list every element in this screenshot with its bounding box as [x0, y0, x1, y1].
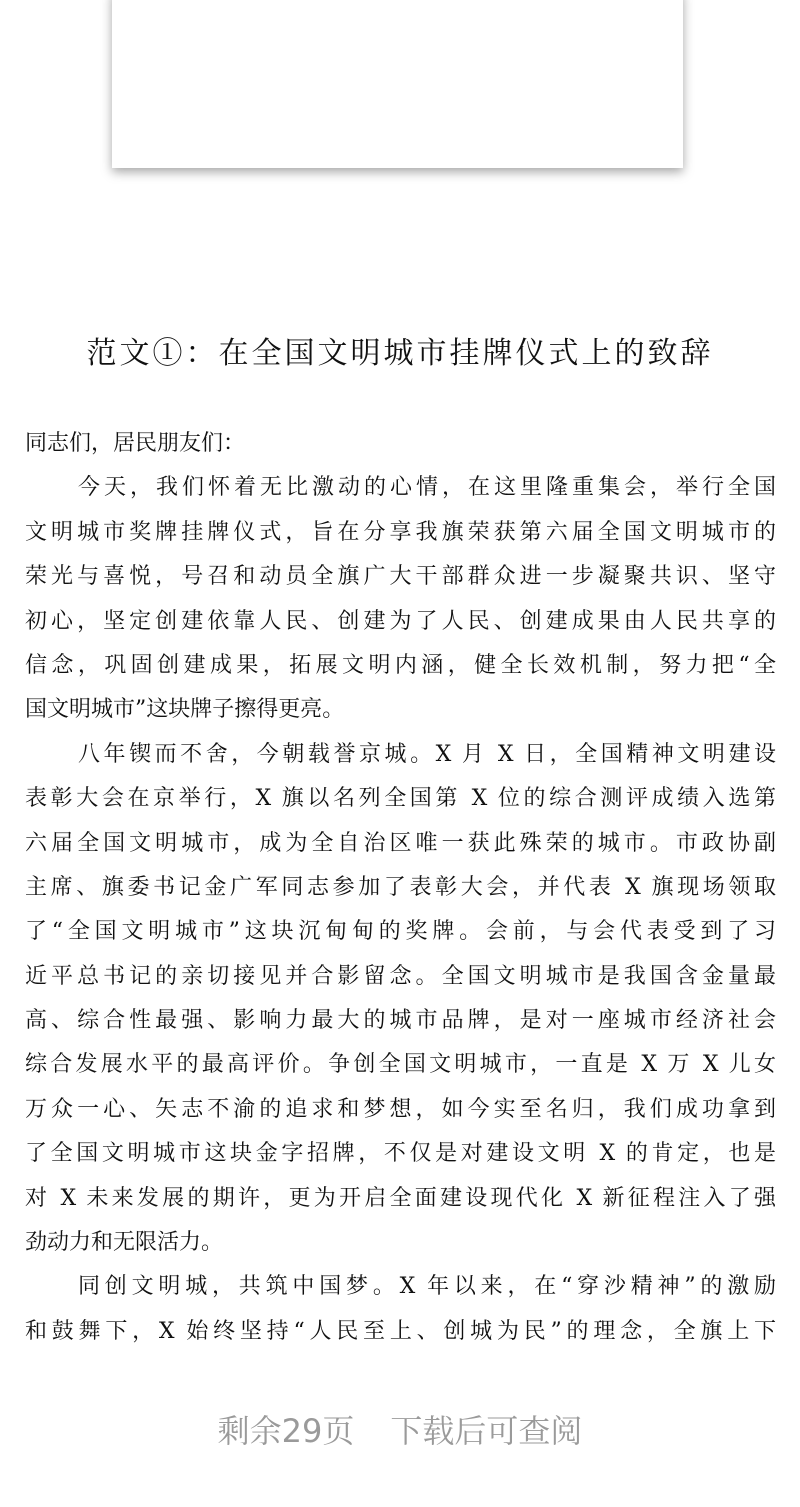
text-line: 国文明城市”这块牌子擦得更亮。 [25, 697, 345, 723]
text-line: 八年锲而不舍，今朝载誉京城。X 月 X 日，全国精神文明建设 [78, 741, 776, 767]
text-line: 表彰大会在京举行，X 旗以名列全国第 X 位的综合测评成绩入选第 [25, 786, 776, 812]
previous-page-preview [112, 0, 683, 168]
download-to-view-label[interactable]: 下载后可查阅 [390, 1412, 583, 1450]
download-prompt[interactable] [0, 1406, 800, 1452]
text-line: 高、综合性最强、影响力最大的城市品牌，是对一座城市经济社会 [25, 1008, 776, 1034]
text-line: 了“全国文明城市”这块沉甸甸的奖牌。会前，与会代表受到了习 [25, 919, 776, 945]
text-line: 初心，坚定创建依靠人民、创建为了人民、创建成果由人民共享的 [25, 608, 776, 634]
text-line: 主席、旗委书记金广军同志参加了表彰大会，并代表 X 旗现场领取 [25, 874, 776, 900]
remaining-pages-label[interactable]: 剩余29页 [217, 1412, 355, 1450]
text-line: 了全国文明城市这块金字招牌，不仅是对建设文明 X 的肯定，也是 [25, 1141, 776, 1167]
text-line: 综合发展水平的最高评价。争创全国文明城市，一直是 X 万 X 儿女 [25, 1052, 776, 1078]
text-line: 和鼓舞下，X 始终坚持“人民至上、创城为民”的理念，全旗上下 [25, 1318, 776, 1344]
text-line: 对 X 未来发展的期许，更为开启全面建设现代化 X 新征程注入了强 [25, 1185, 776, 1211]
text-line: 文明城市奖牌挂牌仪式，旨在分享我旗荣获第六届全国文明城市的 [25, 519, 776, 545]
text-line: 万众一心、矢志不渝的追求和梦想，如今实至名归，我们成功拿到 [25, 1096, 776, 1122]
text-line: 同创文明城，共筑中国梦。X 年以来，在“穿沙精神”的激励 [78, 1274, 776, 1300]
text-line: 信念，巩固创建成果，拓展文明内涵，健全长效机制，努力把“全 [25, 652, 776, 678]
text-line: 同志们，居民朋友们： [25, 431, 246, 456]
text-line: 劲动力和无限活力。 [25, 1230, 224, 1256]
document-title: 范文①：在全国文明城市挂牌仪式上的致辞 [86, 336, 714, 371]
text-line: 荣光与喜悦，号召和动员全旗广大干部群众进一步凝聚共识、坚守 [25, 564, 776, 590]
text-line: 六届全国文明城市，成为全自治区唯一获此殊荣的城市。市政协副 [25, 830, 776, 856]
text-line: 近平总书记的亲切接见并合影留念。全国文明城市是我国含金量最 [25, 963, 776, 989]
document-body [25, 422, 776, 1354]
text-line: 今天，我们怀着无比激动的心情，在这里隆重集会，举行全国 [78, 475, 776, 501]
